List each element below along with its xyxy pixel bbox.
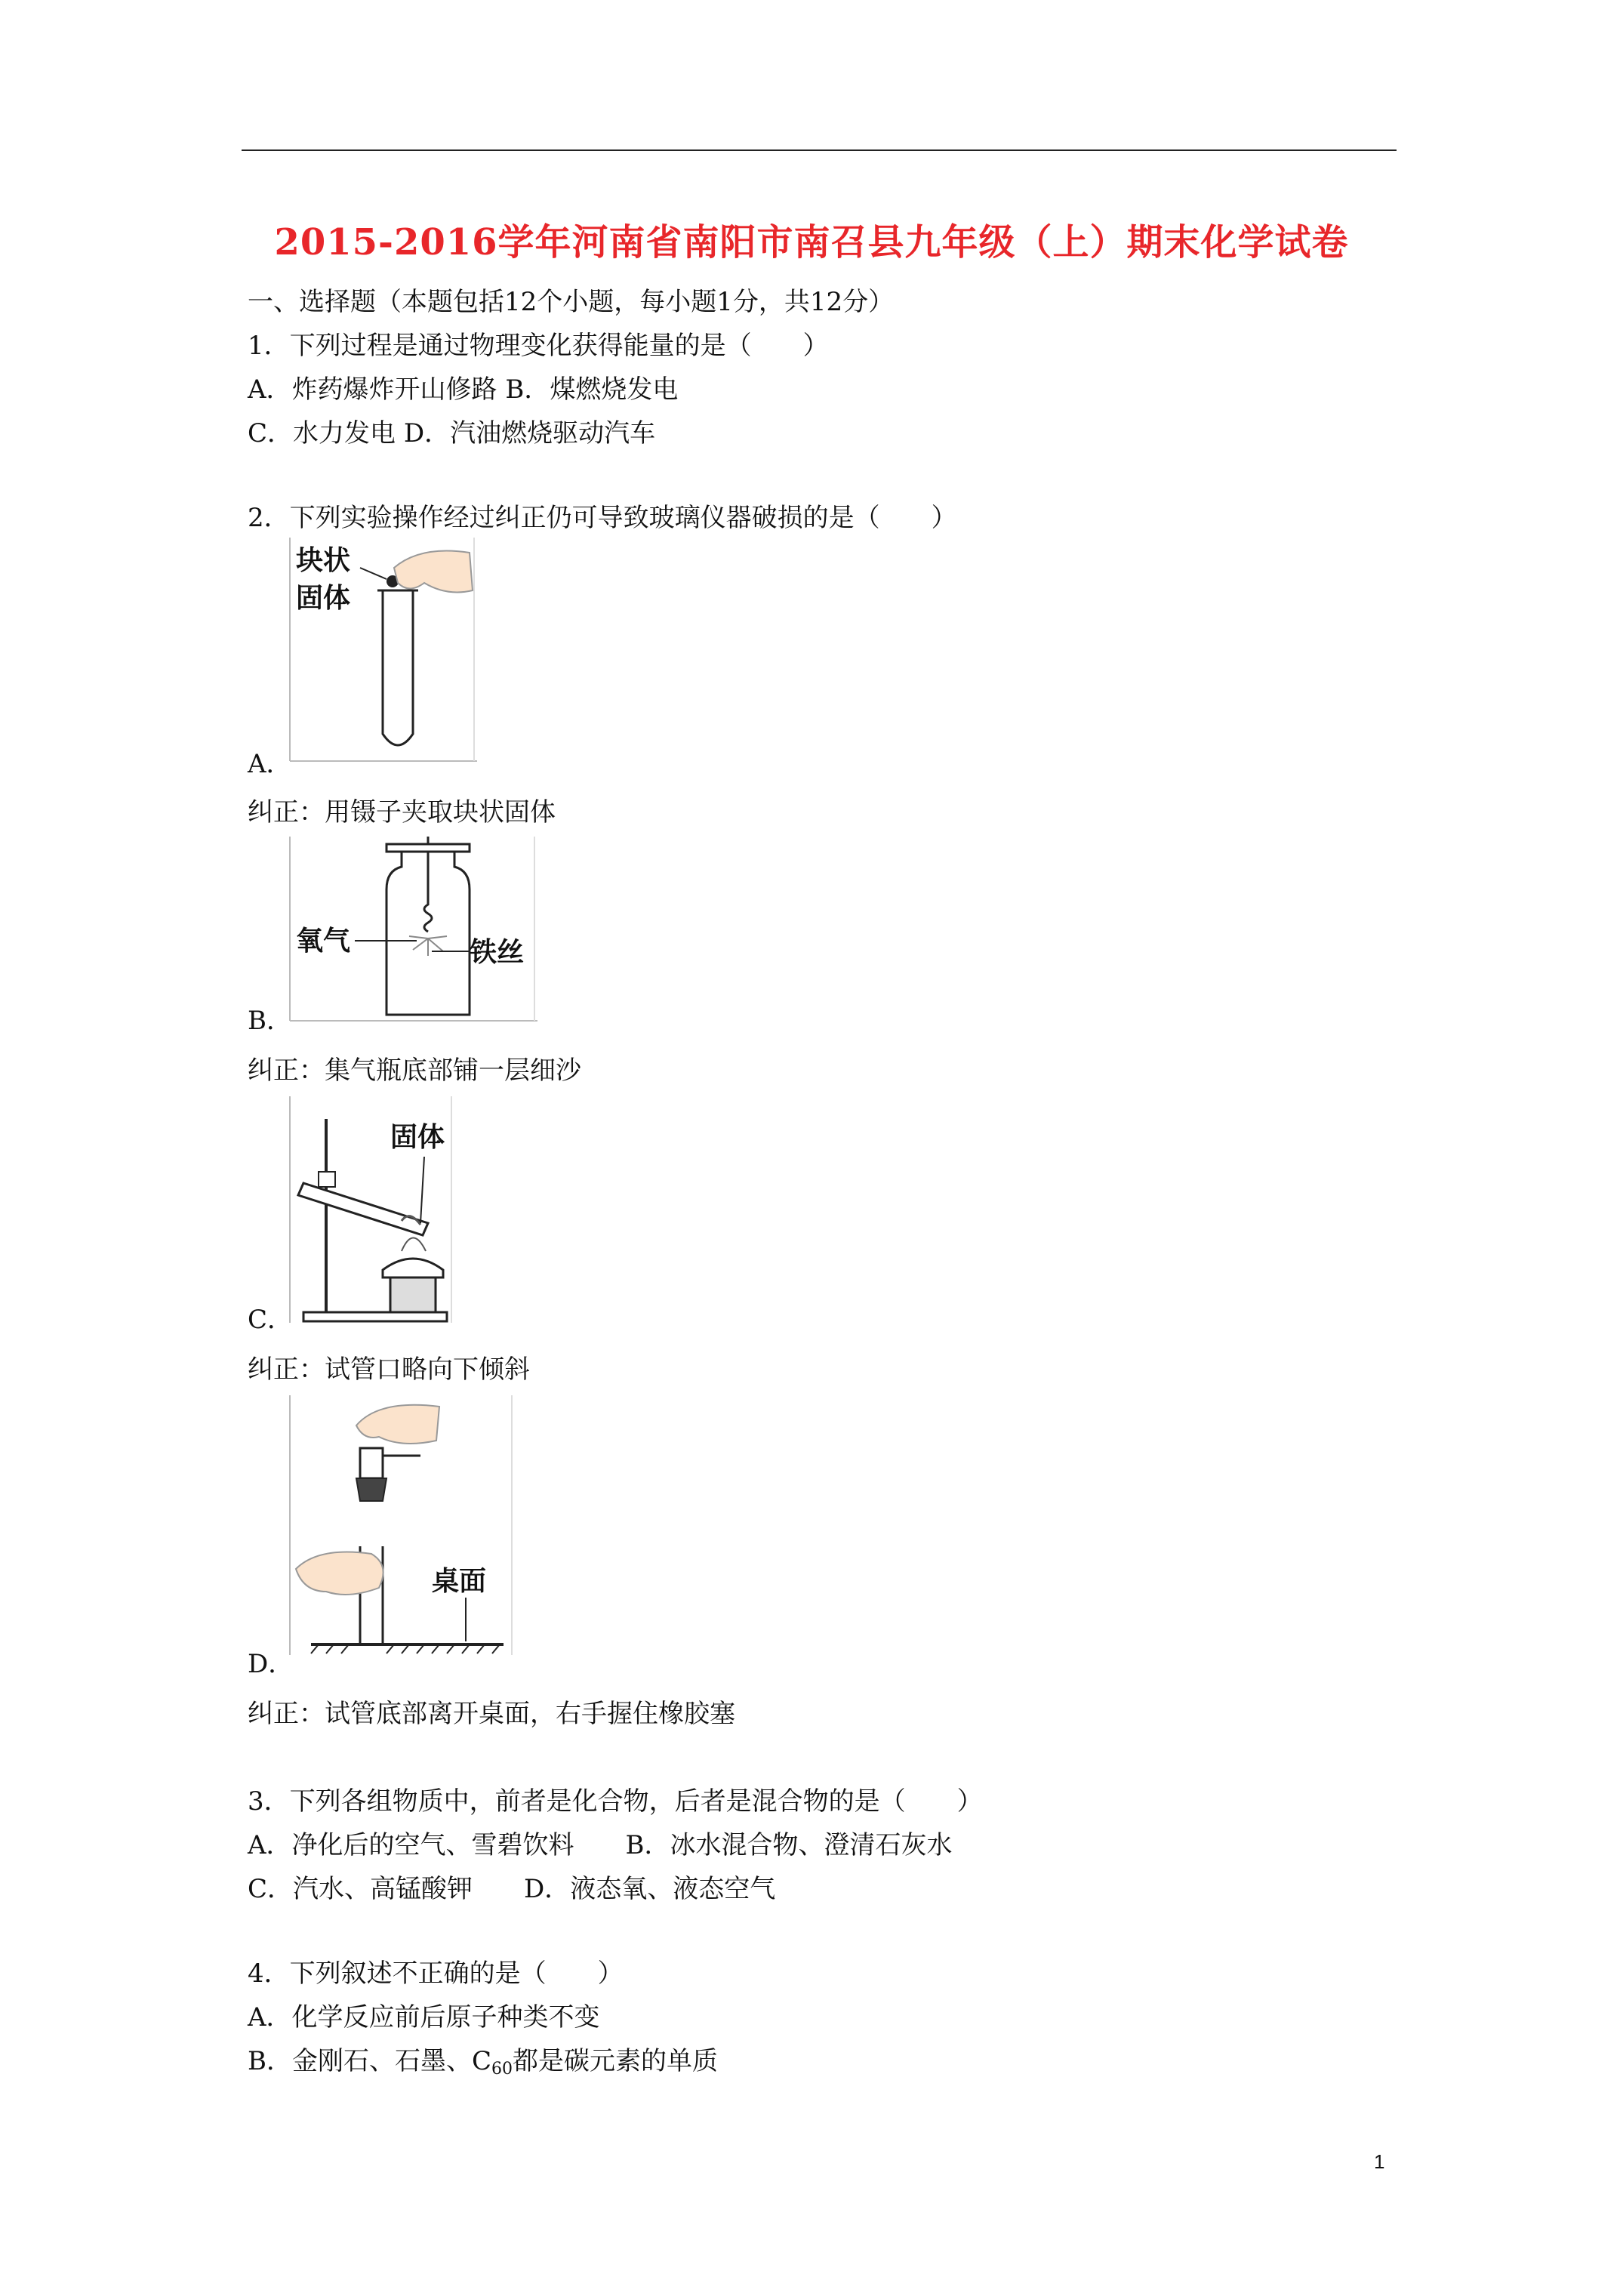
q4-option-a: A．化学反应前后原子种类不变 xyxy=(248,2002,600,2032)
q4-option-b xyxy=(248,2045,718,2086)
q3-options-cd: C．汽水、高锰酸钾 D．液态氧、液态空气 xyxy=(248,1874,776,1904)
page-title: 2015-2016学年河南省南阳市南召县九年级（上）期末化学试卷 xyxy=(274,221,1349,264)
q1-options-ab: A．炸药爆炸开山修路 B．煤燃烧发电 xyxy=(248,374,679,405)
section-heading: 一、选择题（本题包括12个小题，每小题1分，共12分） xyxy=(248,287,895,317)
q3-stem: 3．下列各组物质中，前者是化合物，后者是混合物的是（ ） xyxy=(248,1786,983,1817)
figure-b-label-right: 铁丝 xyxy=(470,937,525,968)
q2-option-d-correction: 纠正：试管底部离开桌面，右手握住橡胶塞 xyxy=(248,1699,735,1729)
figure-d-label: 桌面 xyxy=(432,1566,487,1597)
figure-b-label-left: 氧气 xyxy=(296,926,351,957)
q1-stem: 1．下列过程是通过物理变化获得能量的是（ ） xyxy=(248,331,829,361)
q4-option-b-prefix: B．金刚石、石墨、C xyxy=(248,2046,491,2076)
q2-option-c-label: C． xyxy=(248,1305,294,1335)
q2-stem: 2．下列实验操作经过纠正仍可导致玻璃仪器破损的是（ ） xyxy=(248,503,957,533)
q4-option-b-subscript: 60 xyxy=(491,2060,513,2079)
figure-a-test-tube xyxy=(288,538,477,764)
q2-option-b-correction: 纠正：集气瓶底部铺一层细沙 xyxy=(248,1056,581,1086)
figure-d-stopper-insertion xyxy=(288,1395,515,1661)
figure-c-label: 固体 xyxy=(390,1122,445,1153)
figure-b-gas-bottle xyxy=(288,837,537,1025)
header-rule xyxy=(242,149,1397,151)
figure-a-label-2: 固体 xyxy=(296,583,351,614)
q4-option-b-suffix: 都是碳元素的单质 xyxy=(513,2046,718,2076)
q2-option-c-correction: 纠正：试管口略向下倾斜 xyxy=(248,1354,530,1385)
q2-option-a-correction: 纠正：用镊子夹取块状固体 xyxy=(248,797,556,827)
q2-option-a-label: A． xyxy=(248,749,292,779)
q3-options-ab: A．净化后的空气、雪碧饮料 B．冰水混合物、澄清石灰水 xyxy=(248,1830,953,1860)
q1-options-cd: C．水力发电 D．汽油燃烧驱动汽车 xyxy=(248,418,656,448)
q2-option-b-label: B． xyxy=(248,1006,292,1036)
page-number: 1 xyxy=(1374,2150,1385,2173)
q4-stem: 4．下列叙述不正确的是（ ） xyxy=(248,1959,624,1989)
figure-a-label-1: 块状 xyxy=(296,545,351,576)
q2-option-d-label: D． xyxy=(248,1649,294,1679)
figure-c-heating-apparatus xyxy=(288,1096,454,1327)
